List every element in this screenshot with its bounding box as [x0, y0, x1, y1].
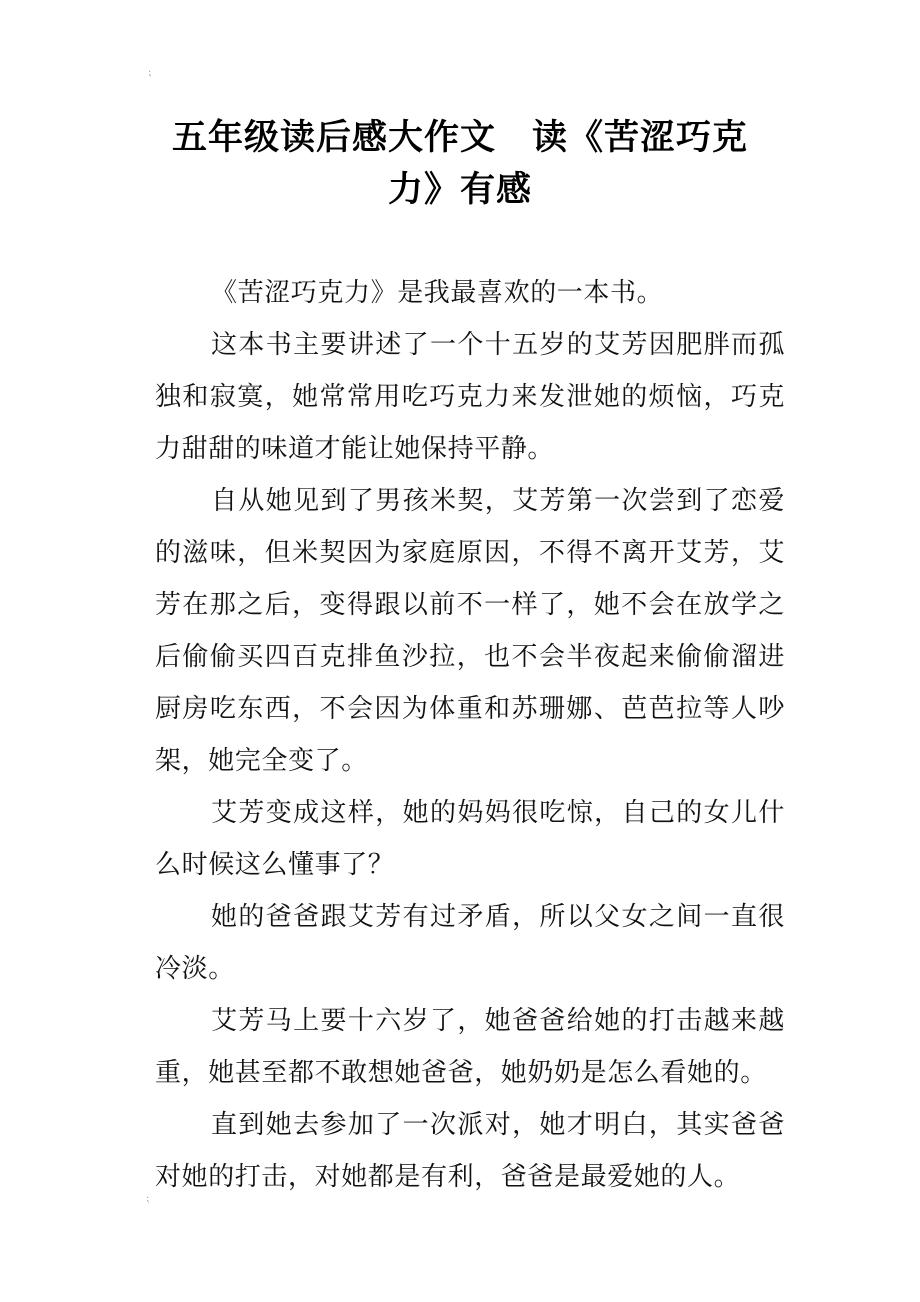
- paragraph: 艾芳马上要十六岁了，她爸爸给她的打击越来越重，她甚至都不敢想她爸爸，她奶奶是怎么看她的。: [155, 1006, 785, 1088]
- paragraph: 自从她见到了男孩米契，艾芳第一次尝到了恋爱的滋味，但米契因为家庭原因，不得不离开艾芳，艾芳在那之后，变得跟以前不一样了，她不会在放学之后偷偷买四百克排鱼沙拉，也不会半夜起来偷偷溜进厨房吃东西，不会因为体重和苏珊娜、芭芭拉等人吵架，她完全变了。: [155, 486, 785, 776]
- paragraph: 这本书主要讲述了一个十五岁的艾芳因肥胖而孤独和寂寞，她常常用吃巧克力来发泄她的烦恼，巧克力甜甜的味道才能让她保持平静。: [155, 330, 785, 464]
- paragraph: 《苦涩巧克力》是我最喜欢的一本书。: [211, 278, 664, 308]
- document-title: 五年级读后感大作文 读《苦涩巧克力》有感: [171, 118, 748, 210]
- corner-mark-icon: ⁏: [146, 1193, 150, 1204]
- paragraph: 直到她去参加了一次派对，她才明白，其实爸爸对她的打击，对她都是有利，爸爸是最爱她的人。: [155, 1110, 785, 1192]
- corner-mark-icon: ⁏: [148, 67, 152, 78]
- paragraph: 她的爸爸跟艾芳有过矛盾，所以父女之间一直很冷淡。: [155, 902, 785, 984]
- paragraph: 艾芳变成这样，她的妈妈很吃惊，自己的女儿什么时候这么懂事了？: [155, 798, 785, 880]
- document-body: [155, 267, 785, 1203]
